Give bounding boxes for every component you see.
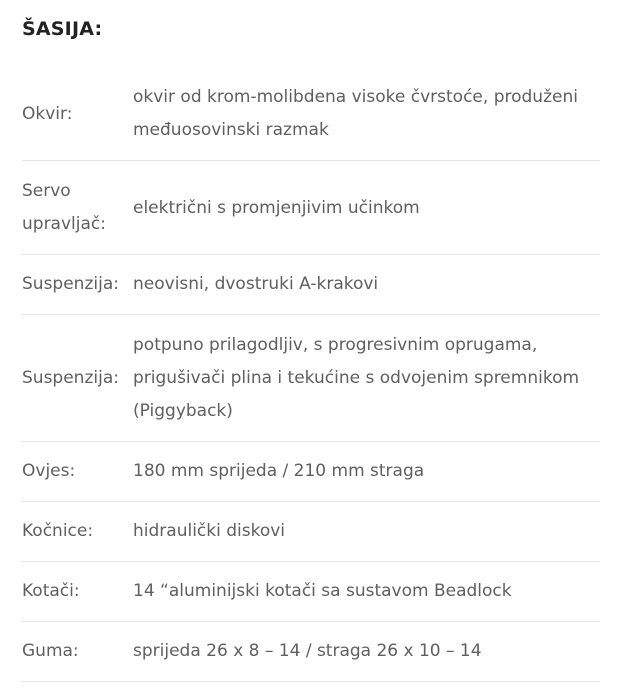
chassis-spec-table [22,67,600,682]
spec-value-servo-upravljac: električni s promjenjivim učinkom [133,197,420,218]
table-row [22,442,600,502]
spec-value-kotaci: 14 “aluminijski kotači sa sustavom Beadlock [133,581,512,601]
spec-label-guma: Guma: [22,641,79,661]
spec-label-servo-upravljac: Servo upravljač: [22,181,106,234]
table-row [22,622,600,682]
spec-value-ovjes: 180 mm sprijeda / 210 mm straga [133,461,425,481]
spec-label-kocnice: Kočnice: [22,521,94,541]
spec-value-okvir: okvir od krom-molibdena visoke čvrstoće, produženi međuosovinski razmak [133,87,578,140]
spec-label-suspenzija-2: Suspenzija: [22,368,119,388]
table-row [22,161,600,255]
spec-label-suspenzija-1: Suspenzija: [22,274,119,294]
table-row [22,502,600,562]
spec-value-suspenzija-1: neovisni, dvostruki A-krakovi [133,274,379,294]
spec-value-kocnice: hidraulički diskovi [133,521,286,541]
table-row [22,315,600,442]
spec-label-okvir: Okvir: [22,103,73,124]
spec-value-guma: sprijeda 26 x 8 – 14 / straga 26 x 10 – 14 [133,641,482,661]
table-row [22,562,600,622]
spec-label-kotaci: Kotači: [22,581,80,601]
table-row [22,67,600,161]
section-title: ŠASIJA: [22,18,103,40]
spec-label-ovjes: Ovjes: [22,461,76,481]
spec-value-suspenzija-2: potpuno prilagodljiv, s progresivnim oprugama, prigušivači plina i tekućine s odvojenim spremnikom (Piggyback) [133,335,580,421]
table-row [22,255,600,315]
